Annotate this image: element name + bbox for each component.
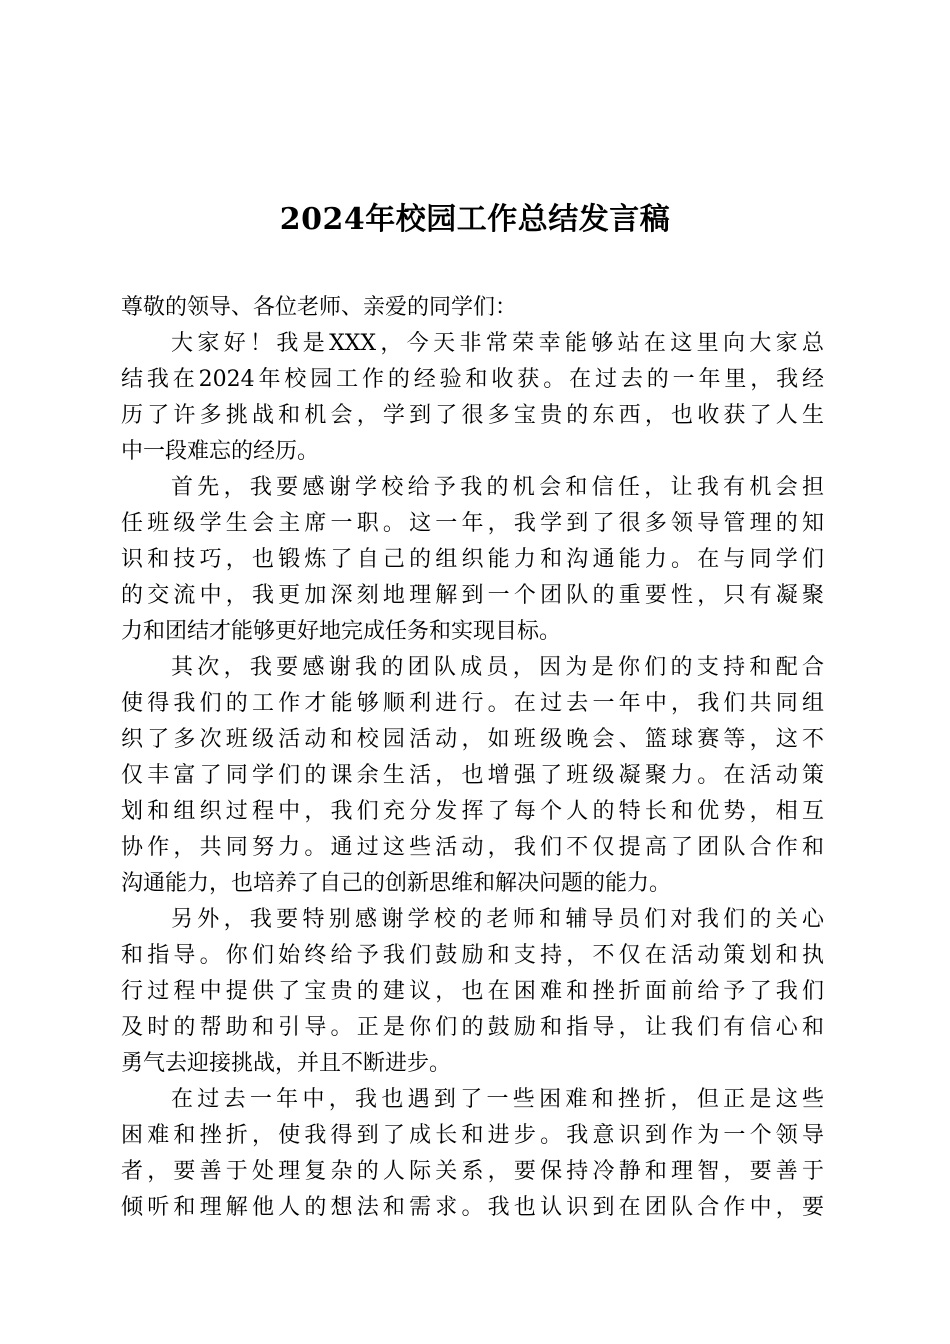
text-line: 及时的帮助和引导。正是你们的鼓励和指导，让我们有信心和	[121, 1015, 824, 1040]
text-line: 另外，我要特别感谢学校的老师和辅导员们对我们的关心	[171, 907, 824, 932]
text-line: 其次，我要感谢我的团队成员，因为是你们的支持和配合	[171, 655, 824, 680]
text-line: 困难和挫折，使我得到了成长和进步。我意识到作为一个领导	[121, 1123, 824, 1148]
text-line: 首先，我要感谢学校给予我的机会和信任，让我有机会担	[171, 475, 824, 500]
text-line: 大家好！我是XXX，今天非常荣幸能够站在这里向大家总	[171, 331, 824, 356]
text-line: 的交流中，我更加深刻地理解到一个团队的重要性，只有凝聚	[121, 583, 824, 608]
text-line: 协作，共同努力。通过这些活动，我们不仅提高了团队合作和	[121, 835, 824, 860]
text-line: 尊敬的领导、各位老师、亲爱的同学们：	[121, 295, 518, 320]
document-title: 2024年校园工作总结发言稿	[279, 202, 671, 237]
text-line: 历了许多挑战和机会，学到了很多宝贵的东西，也收获了人生	[121, 403, 824, 428]
text-line: 中一段难忘的经历。	[121, 439, 320, 464]
text-line: 沟通能力，也培养了自己的创新思维和解决问题的能力。	[121, 871, 672, 896]
text-line: 织了多次班级活动和校园活动，如班级晚会、篮球赛等，这不	[121, 727, 824, 752]
text-line: 任班级学生会主席一职。这一年，我学到了很多领导管理的知	[121, 511, 824, 536]
text-line: 使得我们的工作才能够顺利进行。在过去一年中，我们共同组	[121, 691, 824, 716]
text-line: 划和组织过程中，我们充分发挥了每个人的特长和优势，相互	[121, 799, 824, 824]
text-line: 仅丰富了同学们的课余生活，也增强了班级凝聚力。在活动策	[121, 763, 824, 788]
text-line: 识和技巧，也锻炼了自己的组织能力和沟通能力。在与同学们	[121, 547, 824, 572]
text-line: 行过程中提供了宝贵的建议，也在困难和挫折面前给予了我们	[121, 979, 824, 1004]
text-line: 者，要善于处理复杂的人际关系，要保持冷静和理智，要善于	[121, 1159, 824, 1184]
text-line: 力和团结才能够更好地完成任务和实现目标。	[121, 619, 562, 644]
text-line: 结我在2024年校园工作的经验和收获。在过去的一年里，我经	[121, 367, 824, 392]
text-line: 勇气去迎接挑战，并且不断进步。	[121, 1051, 452, 1076]
text-line: 倾听和理解他人的想法和需求。我也认识到在团队合作中，要	[121, 1195, 824, 1220]
text-line: 在过去一年中，我也遇到了一些困难和挫折，但正是这些	[171, 1087, 824, 1112]
text-line: 和指导。你们始终给予我们鼓励和支持，不仅在活动策划和执	[121, 943, 824, 968]
document-body	[121, 290, 824, 1226]
